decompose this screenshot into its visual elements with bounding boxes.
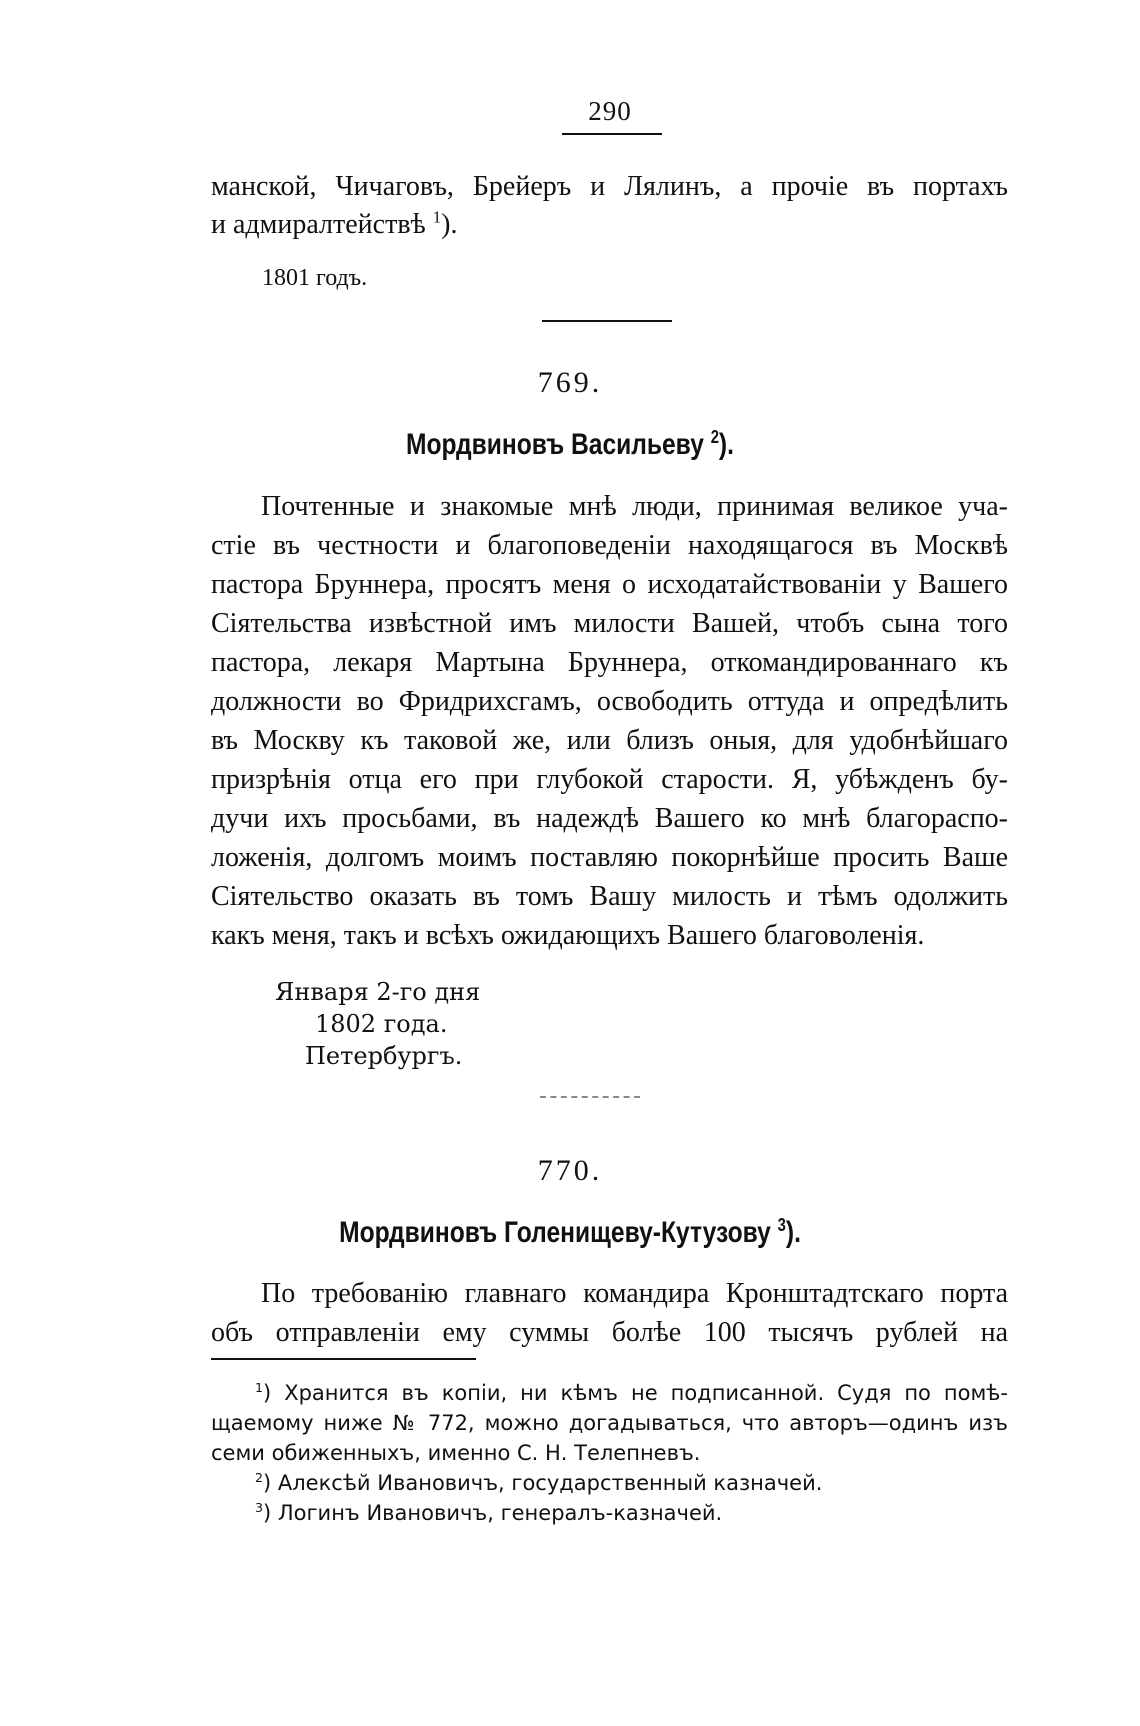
letter-year: 1802 года.	[315, 1010, 448, 1038]
body-line: дучи ихъ просьбами, въ надеждѣ Вашего ко мнѣ благораспо-	[211, 803, 1008, 834]
footnote-ref-2: 2	[710, 427, 719, 447]
letter-date: Января 2-го дня	[275, 978, 481, 1006]
body-line: Сіятельства извѣстной имъ милости Вашей, чтобъ сына того	[211, 608, 1008, 639]
document-number-770: 770.	[537, 1154, 603, 1187]
intro-line-2-text: и адмиралтействѣ	[211, 209, 433, 240]
footnote-3-text: ) Логинъ Ивановичъ, генералъ-казначей.	[263, 1501, 723, 1525]
body-line: пастора Бруннера, просятъ меня о исходатайствованіи у Вашего	[211, 569, 1008, 600]
footnote-separator	[211, 1358, 476, 1360]
body-line: должности во Фридрихсгамъ, освободить оттуда и опредѣлить	[211, 686, 1008, 717]
footnote-2	[211, 1468, 1008, 1498]
title-769-text: Мордвиновъ Васильеву	[406, 428, 711, 461]
body-line: По требованію главнаго командира Кронштадтскаго порта	[261, 1278, 1008, 1309]
document-title-770	[103, 1216, 1038, 1250]
intro-line-1: манской, Чичаговъ, Брейеръ и Лялинъ, а прочіе въ портахъ	[211, 171, 1008, 202]
intro-line-2-end: ).	[441, 209, 458, 240]
year-line: 1801 годъ.	[262, 265, 368, 291]
footnote-1-line-3: семи обиженныхъ, именно С. Н. Телепневъ.	[211, 1441, 701, 1465]
body-line: объ отправленіи ему суммы болѣе 100 тысячъ рублей на	[211, 1317, 1008, 1348]
footnote-1	[211, 1378, 1008, 1468]
document-number-769: 769.	[537, 366, 603, 399]
footnote-2-mark: 2	[255, 1470, 264, 1485]
footnote-1-mark: 1	[255, 1380, 264, 1395]
page-number: 290	[588, 96, 632, 126]
document-title-769	[103, 428, 1038, 462]
title-770-text: Мордвиновъ Голенищеву-Кутузову	[339, 1216, 778, 1249]
footnote-3	[211, 1498, 1008, 1528]
title-769-end: ).	[718, 428, 734, 461]
footnote-2-text: ) Алексѣй Ивановичъ, государственный казначей.	[263, 1471, 823, 1495]
body-line: пастора, лекаря Мартына Бруннера, откомандированнаго къ	[211, 647, 1008, 678]
footnote-ref-1: 1	[432, 207, 442, 227]
body-line: стіе въ честности и благоповеденіи находящагося въ Москвѣ	[211, 530, 1008, 561]
footnote-1-line-2: щаемому ниже № 772, можно догадываться, что авторъ—одинъ изъ	[211, 1411, 1008, 1435]
body-line: ложенія, долгомъ моимъ поставляю покорнѣйше просить Ваше	[211, 842, 1008, 873]
title-770-end: ).	[785, 1216, 801, 1249]
section-divider	[542, 320, 672, 322]
footnotes	[211, 1378, 1008, 1528]
footnote-1-line-1	[211, 1378, 1008, 1408]
body-line: въ Москву къ таковой же, или близъ оныя, для удобнѣйшаго	[211, 725, 1008, 756]
footnote-1-text-1: ) Хранится въ копіи, ни кѣмъ не подписанной. Судя по помѣ-	[263, 1381, 1008, 1405]
body-line: Почтенные и знакомые мнѣ люди, принимая великое уча-	[261, 491, 1008, 522]
body-line: Сіятельство оказать въ томъ Вашу милость и тѣмъ одолжить	[211, 881, 1008, 912]
section-divider-faint	[540, 1096, 640, 1100]
body-line: какъ меня, такъ и всѣхъ ожидающихъ Вашего благоволенія.	[211, 920, 925, 951]
body-line: призрѣнія отца его при глубокой старости. Я, убѣжденъ бу-	[211, 764, 1008, 795]
footnote-3-mark: 3	[255, 1500, 264, 1515]
letter-place: Петербургъ.	[305, 1042, 463, 1070]
intro-line-2	[211, 206, 1008, 244]
page-number-underline	[562, 133, 662, 135]
footnote-ref-3: 3	[777, 1215, 786, 1235]
